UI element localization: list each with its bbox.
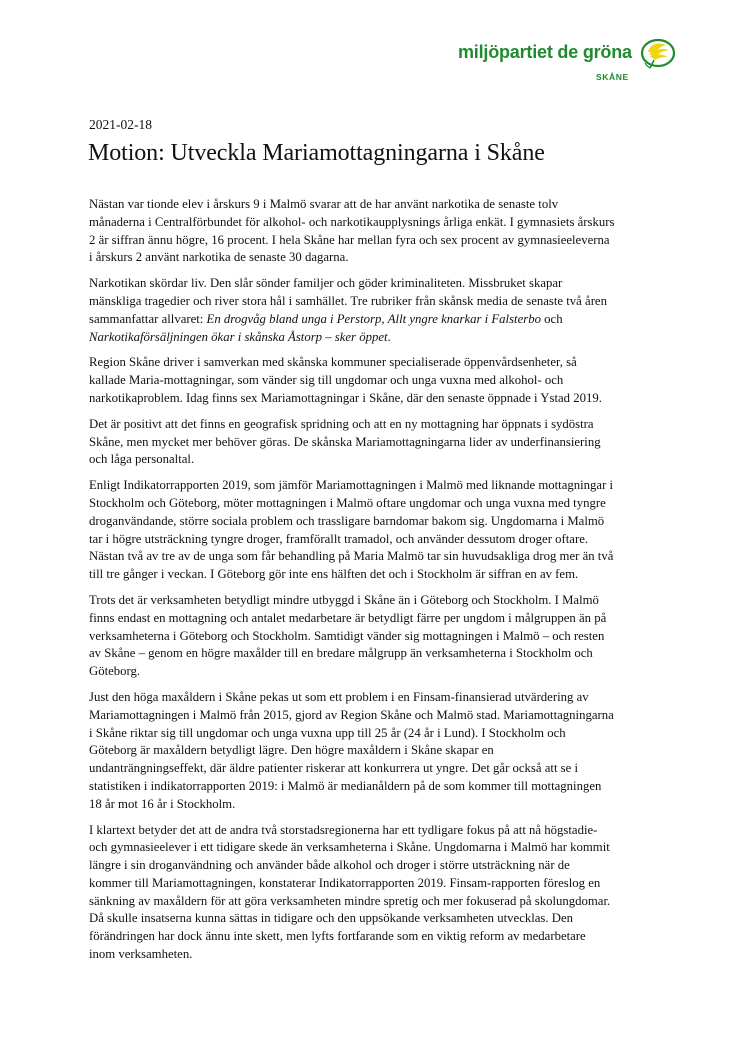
text-line: Det är positivt att det finns en geografisk spridning och att en ny mottagning har öppnats i sydöstra: [89, 416, 594, 431]
logo-region: SKÅNE: [596, 72, 629, 82]
paragraph-6: [89, 592, 663, 681]
text-line: sänkning av maxåldern för att göra verksamheten mindre spretig och mer fokuserad på skolungdomar.: [89, 893, 611, 908]
text-line: narkotikaproblem. Idag finns sex Mariamottagningar i Skåne, där den senaste öppnade i Ystad 2019.: [89, 390, 602, 405]
text-line: Just den höga maxåldern i Skåne pekas ut som ett problem i en Finsam-finansierad utvärdering av: [89, 689, 589, 704]
text-line: tar i högre utsträckning tyngre droger, framförallt tramadol, och använder dessutom droger oftare.: [89, 531, 589, 546]
paragraph-3: [89, 354, 663, 407]
text-line: i årskurs 2 använt narkotika de senaste 30 dagarna.: [89, 250, 349, 265]
text-line: I klartext betyder det att de andra två storstadsregionerna har ett tydligare fokus på att nå högstadie-: [89, 822, 598, 837]
text-line: Enligt Indikatorrapporten 2019, som jämför Mariamottagningen i Malmö med liknande mottagningar i: [89, 478, 614, 493]
dandelion-icon: [636, 38, 676, 72]
text-line: av Skåne – genom en högre maxålder till en bredare målgrupp än verksamheterna i Stockholm och: [89, 646, 593, 661]
text-line: månaderna i Centralförbundet för alkohol- och narkotikaupplysnings årliga enkät. I gymnasiets årskurs: [89, 214, 615, 229]
text-line: verksamheterna i Göteborg och Stockholm. Samtidigt vänder sig mottagningen i Malmö – och resten: [89, 628, 605, 643]
text-line: Nästan två av tre av de unga som får behandling på Maria Malmö tar sin huvudsakliga drog mer än två: [89, 549, 614, 564]
text-line: i Skåne riktar sig till ungdomar och unga vuxna upp till 25 år (24 år i Lund). I Stockholm och: [89, 725, 566, 740]
text-run: .: [387, 329, 391, 344]
party-logo: [458, 38, 676, 90]
text-line: finns endast en mottagning och antalet medarbetare är betydligt färre per ungdom i målgruppen än på: [89, 610, 607, 625]
logo-wordmark: miljöpartiet de gröna: [458, 42, 632, 62]
text-line: och gymnasieelever i ett tidigare skede än verksamheterna i Skåne. Ungdomarna i Malmö har kommit: [89, 840, 610, 855]
text-line: Nästan var tionde elev i årskurs 9 i Malmö svarar att de har använt narkotika de senaste tolv: [89, 197, 559, 211]
text-line: och låga personaltal.: [89, 452, 195, 467]
document-body: [89, 196, 663, 972]
text-line: Skåne, men mycket mer behöver göras. De skånska Mariamottagningarna lider av underfinansiering: [89, 434, 601, 449]
text-line: längre i sin droganvändning och använder både alkohol och droger i större utsträckning när de: [89, 858, 570, 873]
text-line: 18 år mot 16 år i Stockholm.: [89, 796, 236, 811]
text-line: 2 är siffran ännu högre, 16 procent. I hela Skåne har mellan fyra och sex procent av gymnasieeleverna: [89, 232, 610, 247]
text-line: droganvändande, större sociala problem och trassligare barndomar bakom sig. Ungdomarna i Malmö: [89, 513, 605, 528]
text-line: kallade Maria-mottagningar, som vänder sig till ungdomar och unga vuxna med alkohol- och: [89, 373, 564, 388]
text-line: Narkotikan skördar liv. Den slår sönder familjer och göder kriminaliteten. Missbruket skapar: [89, 276, 563, 291]
text-line: [89, 329, 663, 347]
text-line: kommer till Mariamottagningen, konstaterar Indikatorrapporten 2019. Finsam-rapporten föreslog en: [89, 875, 601, 890]
text-line: Region Skåne driver i samverkan med skånska kommuner specialiserade öppenvårdsenheter, så: [89, 355, 577, 370]
text-line: Trots det är verksamheten betydligt mindre utbyggd i Skåne än i Göteborg och Stockholm. I Malmö: [89, 592, 599, 607]
text-line: förändringen har dock ännu inte skett, men lyfts fortfarande som en viktig reform av medarbetare: [89, 929, 586, 944]
text-run: sammanfattar allvaret:: [89, 311, 207, 326]
text-line: Stockholm och Göteborg, möter mottagningen i Malmö oftare ungdomar och unga vuxna med tyngre: [89, 495, 606, 510]
text-line: Då skulle insatserna kunna sättas in tidigare och den uppsökande verksamheten utvecklas. Den: [89, 911, 574, 926]
headline-quote: Narkotikaförsäljningen ökar i skånska Åstorp – sker öppet: [89, 329, 388, 344]
headline-quote: En drogvåg bland unga i Perstorp: [206, 311, 382, 326]
text-line: undanträngningseffekt, där äldre patienter riskerar att konkurrera ut yngre. Det går också att se i: [89, 761, 579, 776]
text-run: ,: [381, 311, 388, 326]
paragraph-5: [89, 477, 663, 584]
headline-quote: Allt yngre knarkar i Falsterbo: [387, 311, 541, 326]
paragraph-4: [89, 416, 663, 469]
paragraph-8: [89, 822, 663, 964]
text-line: inom verksamheten.: [89, 947, 193, 962]
text-line: statistiken i indikatorrapporten 2019: i Malmö är medianåldern på de som kommer till mottagningen: [89, 778, 602, 793]
text-line: Göteborg är maxåldern betydligt lägre. Den högre maxåldern i Skåne skapar en: [89, 743, 494, 758]
paragraph-7: [89, 689, 663, 814]
page-title: Motion: Utveckla Mariamottagningarna i Skåne: [88, 140, 545, 166]
paragraph-2: [89, 275, 663, 346]
paragraph-1: [89, 196, 663, 267]
document-date: 2021-02-18: [89, 117, 152, 132]
text-line: Göteborg.: [89, 664, 141, 679]
text-line: mänskliga tragedier och river stora hål i samhället. Tre rubriker från skånsk media de senaste två åren: [89, 293, 607, 308]
text-run: och: [540, 311, 563, 326]
text-line: Mariamottagningen i Malmö från 2015, gjord av Region Skåne och Malmö stad. Mariamottagningarna: [89, 707, 614, 722]
text-line: [89, 311, 663, 329]
text-line: till tre gånger i veckan. I Göteborg gör inte ens hälften det och i Stockholm är siffran en av fem.: [89, 567, 579, 582]
